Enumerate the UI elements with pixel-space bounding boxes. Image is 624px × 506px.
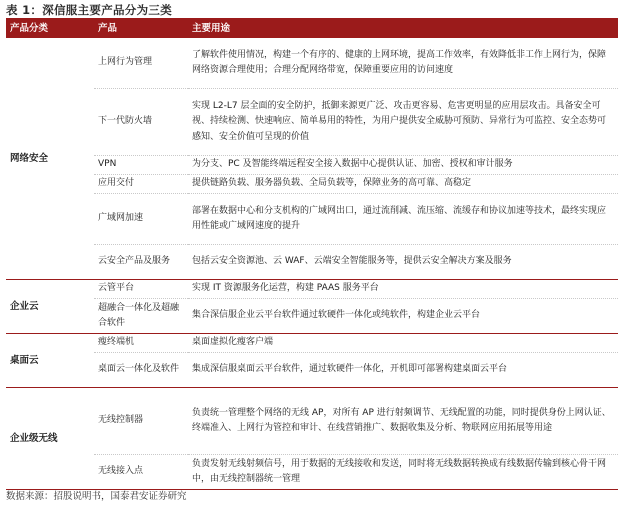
product-usage: 实现 L2-L7 层全面的安全防护，抵御来源更广泛、攻击更容易、危害更明显的应用层攻击。具备安全可视、持续检测、快速响应、简单易用的特性，为用户提供安全威胁可预防、异常行为可监控、安全态势可感知、安全价值可呈现的价值 bbox=[192, 100, 607, 142]
table-row bbox=[6, 38, 618, 89]
product-usage: 集成深信服桌面云平台软件，通过软硬件一体化，开机即可部署构建桌面云平台 bbox=[192, 364, 508, 375]
table-row bbox=[6, 156, 618, 175]
product-name: 云管平台 bbox=[98, 283, 135, 294]
product-usage: 为分支、PC 及智能终端远程安全接入数据中心提供认证、加密、授权和审计服务 bbox=[192, 159, 513, 170]
product-usage: 负责发射无线射频信号，用于数据的无线接收和发送，同时将无线数据转换成有线数据传输到核心骨干网中，由无线控制器统一管理 bbox=[192, 458, 607, 484]
table-row bbox=[6, 334, 618, 353]
table-row bbox=[6, 388, 618, 455]
header-row bbox=[6, 20, 618, 38]
product-usage: 集合深信服企业云平台软件通过软硬件一体化或纯软件，构建企业云平台 bbox=[192, 310, 481, 321]
category-enterprise-wireless: 企业级无线 bbox=[6, 388, 94, 490]
product-usage: 桌面虚拟化瘦客户端 bbox=[192, 337, 274, 348]
product-name: VPN bbox=[98, 159, 117, 170]
product-name: 无线接入点 bbox=[98, 466, 144, 477]
table-row bbox=[6, 89, 618, 156]
product-name: 超融合一体化及超融合软件 bbox=[98, 302, 180, 328]
product-name: 广域网加速 bbox=[98, 213, 144, 224]
product-usage: 负责统一管理整个网络的无线 AP，对所有 AP 进行射频调节、无线配置的功能，同时提供身份上网认证、终端准入、上网行为管控和审计、在线营销推广、数据收集及分析、物联网应用拓展等用途 bbox=[192, 407, 611, 433]
product-table bbox=[6, 20, 618, 490]
product-name: 云安全产品及服务 bbox=[98, 256, 171, 267]
header-category: 产品分类 bbox=[6, 20, 94, 38]
table-row bbox=[6, 175, 618, 194]
product-name: 应用交付 bbox=[98, 178, 135, 189]
table-row bbox=[6, 280, 618, 299]
product-usage: 部署在数据中心和分支机构的广域网出口，通过流削减、流压缩、流缓存和协议加速等技术，最终实现应用性能或广域网速度的提升 bbox=[192, 205, 607, 231]
product-name: 无线控制器 bbox=[98, 415, 144, 426]
header-product: 产品 bbox=[94, 20, 188, 38]
product-name: 下一代防火墙 bbox=[98, 116, 153, 127]
product-usage: 提供链路负载、服务器负载、全局负载等，保障业务的高可靠、高稳定 bbox=[192, 178, 472, 189]
product-name: 上网行为管理 bbox=[98, 57, 153, 68]
category-desktop-cloud: 桌面云 bbox=[6, 334, 94, 388]
table-row bbox=[6, 245, 618, 280]
category-enterprise-cloud: 企业云 bbox=[6, 280, 94, 334]
product-name: 瘦终端机 bbox=[98, 337, 135, 348]
table-row bbox=[6, 353, 618, 388]
header-usage: 主要用途 bbox=[188, 20, 618, 38]
product-usage: 包括云安全资源池、云 WAF、云端安全智能服务等，提供云安全解决方案及服务 bbox=[192, 256, 512, 267]
table-row bbox=[6, 299, 618, 334]
product-usage: 实现 IT 资源服务化运营，构建 PAAS 服务平台 bbox=[192, 283, 379, 294]
data-source-note: 数据来源：招股说明书，国泰君安证券研究 bbox=[6, 491, 187, 502]
table-caption: 表 1：深信服主要产品分为三类 bbox=[6, 3, 173, 17]
product-name: 桌面云一体化及软件 bbox=[98, 364, 180, 375]
table-row bbox=[6, 455, 618, 490]
table-row bbox=[6, 194, 618, 245]
category-network-security: 网络安全 bbox=[6, 38, 94, 280]
product-usage: 了解软件使用情况，构建一个有序的、健康的上网环境，提高工作效率，有效降低非工作上网行为，保障网络资源合理使用；合理分配网络带宽，保障重要应用的访问速度 bbox=[192, 49, 607, 75]
